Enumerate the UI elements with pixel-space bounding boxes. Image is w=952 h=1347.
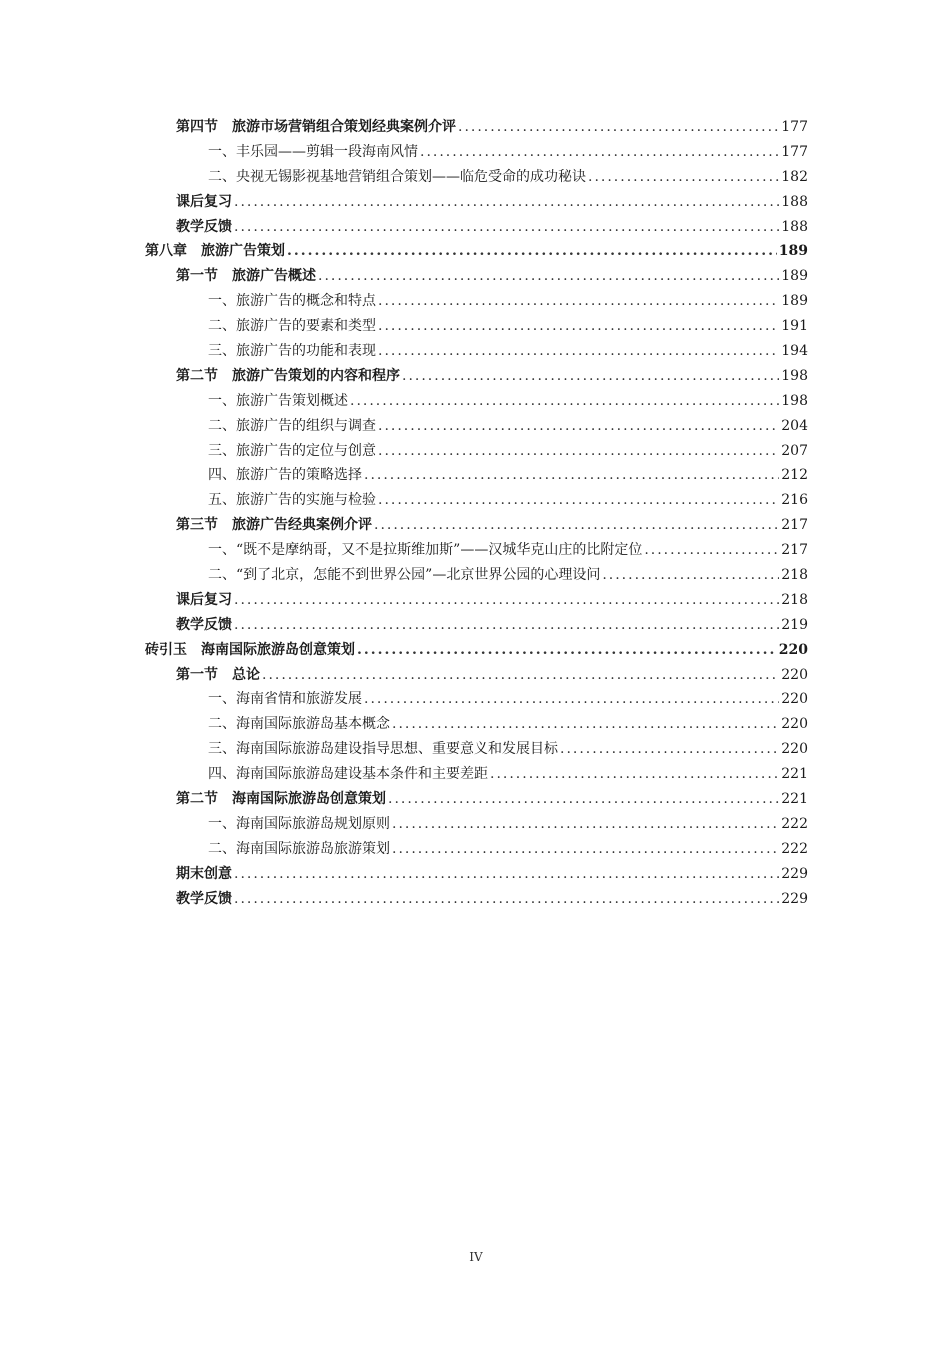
- toc-leader-dots: [318, 264, 779, 289]
- toc-leader-dots: [378, 488, 779, 513]
- toc-entry-title: 第二节 海南国际旅游岛创意策划: [176, 791, 386, 808]
- toc-entry-page: 204: [781, 417, 808, 434]
- toc-section-entry[interactable]: [145, 513, 808, 538]
- table-of-contents: [145, 115, 808, 912]
- toc-entry-page: 188: [781, 193, 808, 210]
- toc-entry-title: 三、旅游广告的定位与创意: [208, 442, 376, 459]
- toc-entry-page: 221: [781, 791, 808, 808]
- toc-leader-dots: [364, 687, 779, 712]
- toc-leader-dots: [560, 737, 779, 762]
- toc-leader-dots: [262, 663, 779, 688]
- toc-entry-title: 第一节 总论: [176, 666, 260, 683]
- toc-subsection-entry[interactable]: [145, 439, 808, 464]
- toc-entry-title: 教学反馈: [176, 616, 232, 633]
- toc-subsection-entry[interactable]: [145, 563, 808, 588]
- toc-leader-dots: [234, 613, 779, 638]
- toc-entry-page: 212: [781, 467, 808, 484]
- toc-leader-dots: [402, 364, 779, 389]
- toc-entry-title: 二、央视无锡影视基地营销组合策划——临危受命的成功秘诀: [208, 168, 586, 185]
- toc-subsection-entry[interactable]: [145, 687, 808, 712]
- toc-entry-page: 219: [781, 616, 808, 633]
- toc-entry-page: 220: [781, 691, 808, 708]
- toc-entry-title: 第二节 旅游广告策划的内容和程序: [176, 367, 400, 384]
- toc-entry-page: 198: [781, 367, 808, 384]
- toc-entry-title: 教学反馈: [176, 890, 232, 907]
- toc-subsection-entry[interactable]: [145, 837, 808, 862]
- toc-entry-title: 课后复习: [176, 193, 232, 210]
- toc-entry-page: 220: [778, 641, 808, 658]
- toc-subsection-entry[interactable]: [145, 314, 808, 339]
- toc-subsection-entry[interactable]: [145, 414, 808, 439]
- toc-entry-page: 222: [781, 815, 808, 832]
- toc-subsection-entry[interactable]: [145, 488, 808, 513]
- toc-leader-dots: [644, 538, 779, 563]
- toc-leader-dots: [287, 239, 777, 264]
- toc-entry-title: 三、海南国际旅游岛建设指导思想、重要意义和发展目标: [208, 741, 558, 758]
- toc-entry-title: 砖引玉 海南国际旅游岛创意策划: [145, 641, 355, 658]
- toc-leader-dots: [378, 414, 779, 439]
- toc-entry-title: 一、海南省情和旅游发展: [208, 691, 362, 708]
- toc-entry-title: 四、旅游广告的策略选择: [208, 467, 362, 484]
- toc-leader-dots: [378, 314, 779, 339]
- toc-leader-dots: [234, 588, 779, 613]
- toc-subsection-entry[interactable]: [145, 289, 808, 314]
- toc-entry-title: 课后复习: [176, 591, 232, 608]
- toc-section-entry[interactable]: [145, 264, 808, 289]
- toc-subsection-entry[interactable]: [145, 339, 808, 364]
- toc-section-entry[interactable]: [145, 787, 808, 812]
- toc-entry-title: 期末创意: [176, 865, 232, 882]
- toc-entry-page: 229: [781, 865, 808, 882]
- toc-entry-title: 三、旅游广告的功能和表现: [208, 343, 376, 360]
- toc-leader-dots: [350, 389, 779, 414]
- toc-leader-dots: [392, 712, 779, 737]
- toc-entry-title: 一、海南国际旅游岛规划原则: [208, 815, 390, 832]
- toc-entry-title: 第一节 旅游广告概述: [176, 268, 316, 285]
- toc-leader-dots: [378, 439, 779, 464]
- toc-entry-title: 二、旅游广告的要素和类型: [208, 318, 376, 335]
- toc-entry-title: 二、“到了北京，怎能不到世界公园”—北京世界公园的心理设问: [208, 567, 601, 584]
- toc-leader-dots: [364, 463, 779, 488]
- toc-subsection-entry[interactable]: [145, 737, 808, 762]
- toc-section-entry[interactable]: [145, 613, 808, 638]
- toc-leader-dots: [357, 638, 777, 663]
- toc-section-entry[interactable]: [145, 588, 808, 613]
- toc-leader-dots: [602, 563, 779, 588]
- toc-leader-dots: [234, 887, 779, 912]
- toc-leader-dots: [388, 787, 779, 812]
- toc-section-entry[interactable]: [145, 364, 808, 389]
- toc-entry-title: 一、旅游广告策划概述: [208, 392, 348, 409]
- toc-entry-title: 一、旅游广告的概念和特点: [208, 293, 376, 310]
- toc-entry-page: 220: [781, 666, 808, 683]
- toc-entry-title: 二、旅游广告的组织与调查: [208, 417, 376, 434]
- toc-entry-page: 194: [781, 343, 808, 360]
- toc-entry-title: 四、海南国际旅游岛建设基本条件和主要差距: [208, 766, 488, 783]
- toc-section-entry[interactable]: [145, 215, 808, 240]
- toc-leader-dots: [234, 215, 779, 240]
- toc-chapter-entry[interactable]: [145, 239, 808, 264]
- toc-entry-title: 第四节 旅游市场营销组合策划经典案例介评: [176, 119, 456, 135]
- toc-entry-title: 二、海南国际旅游岛基本概念: [208, 716, 390, 733]
- toc-subsection-entry[interactable]: [145, 140, 808, 165]
- toc-entry-page: 182: [781, 168, 808, 185]
- toc-entry-page: 220: [781, 741, 808, 758]
- toc-subsection-entry[interactable]: [145, 762, 808, 787]
- toc-subsection-entry[interactable]: [145, 165, 808, 190]
- toc-entry-page: 189: [778, 243, 808, 260]
- toc-leader-dots: [420, 140, 779, 165]
- toc-section-entry[interactable]: [145, 862, 808, 887]
- toc-leader-dots: [588, 165, 779, 190]
- toc-entry-page: 189: [781, 268, 808, 285]
- toc-entry-title: 教学反馈: [176, 218, 232, 235]
- toc-leader-dots: [392, 837, 779, 862]
- toc-leader-dots: [374, 513, 779, 538]
- toc-leader-dots: [458, 115, 779, 140]
- toc-leader-dots: [234, 862, 779, 887]
- toc-leader-dots: [234, 190, 779, 215]
- toc-subsection-entry[interactable]: [145, 538, 808, 563]
- page-number: IV: [469, 1250, 483, 1264]
- toc-entry-page: 198: [781, 392, 808, 409]
- toc-entry-page: 218: [781, 567, 808, 584]
- toc-entry-title: 一、丰乐园——剪辑一段海南风情: [208, 143, 418, 160]
- toc-entry-title: 五、旅游广告的实施与检验: [208, 492, 376, 509]
- toc-entry-page: 229: [781, 890, 808, 907]
- toc-leader-dots: [378, 339, 779, 364]
- toc-entry-page: 188: [781, 218, 808, 235]
- toc-entry-page: 221: [781, 766, 808, 783]
- toc-entry-page: 217: [781, 517, 808, 534]
- toc-entry-title: 二、海南国际旅游岛旅游策划: [208, 840, 390, 857]
- toc-entry-page: 216: [781, 492, 808, 509]
- toc-entry-page: 189: [781, 293, 808, 310]
- toc-subsection-entry[interactable]: [145, 812, 808, 837]
- toc-chapter-entry[interactable]: [145, 638, 808, 663]
- toc-entry-page: 222: [781, 840, 808, 857]
- toc-leader-dots: [490, 762, 779, 787]
- toc-entry-page: 217: [781, 542, 808, 559]
- toc-section-entry[interactable]: [145, 190, 808, 215]
- toc-subsection-entry[interactable]: [145, 712, 808, 737]
- toc-entry-page: 177: [781, 119, 808, 135]
- toc-entry-title: 第三节 旅游广告经典案例介评: [176, 517, 372, 534]
- toc-subsection-entry[interactable]: [145, 463, 808, 488]
- toc-leader-dots: [378, 289, 779, 314]
- toc-entry-page: 218: [781, 591, 808, 608]
- toc-entry-title: 一、“既不是摩纳哥，又不是拉斯维加斯”——汉城华克山庄的比附定位: [208, 542, 643, 559]
- toc-section-entry[interactable]: [145, 887, 808, 912]
- toc-leader-dots: [392, 812, 779, 837]
- toc-entry-page: 220: [781, 716, 808, 733]
- toc-entry-page: 191: [781, 318, 808, 335]
- toc-entry-page: 177: [781, 143, 808, 160]
- toc-section-entry[interactable]: [145, 663, 808, 688]
- toc-subsection-entry[interactable]: [145, 389, 808, 414]
- toc-entry-title: 第八章 旅游广告策划: [145, 243, 285, 260]
- toc-section-entry[interactable]: [145, 115, 808, 140]
- toc-entry-page: 207: [781, 442, 808, 459]
